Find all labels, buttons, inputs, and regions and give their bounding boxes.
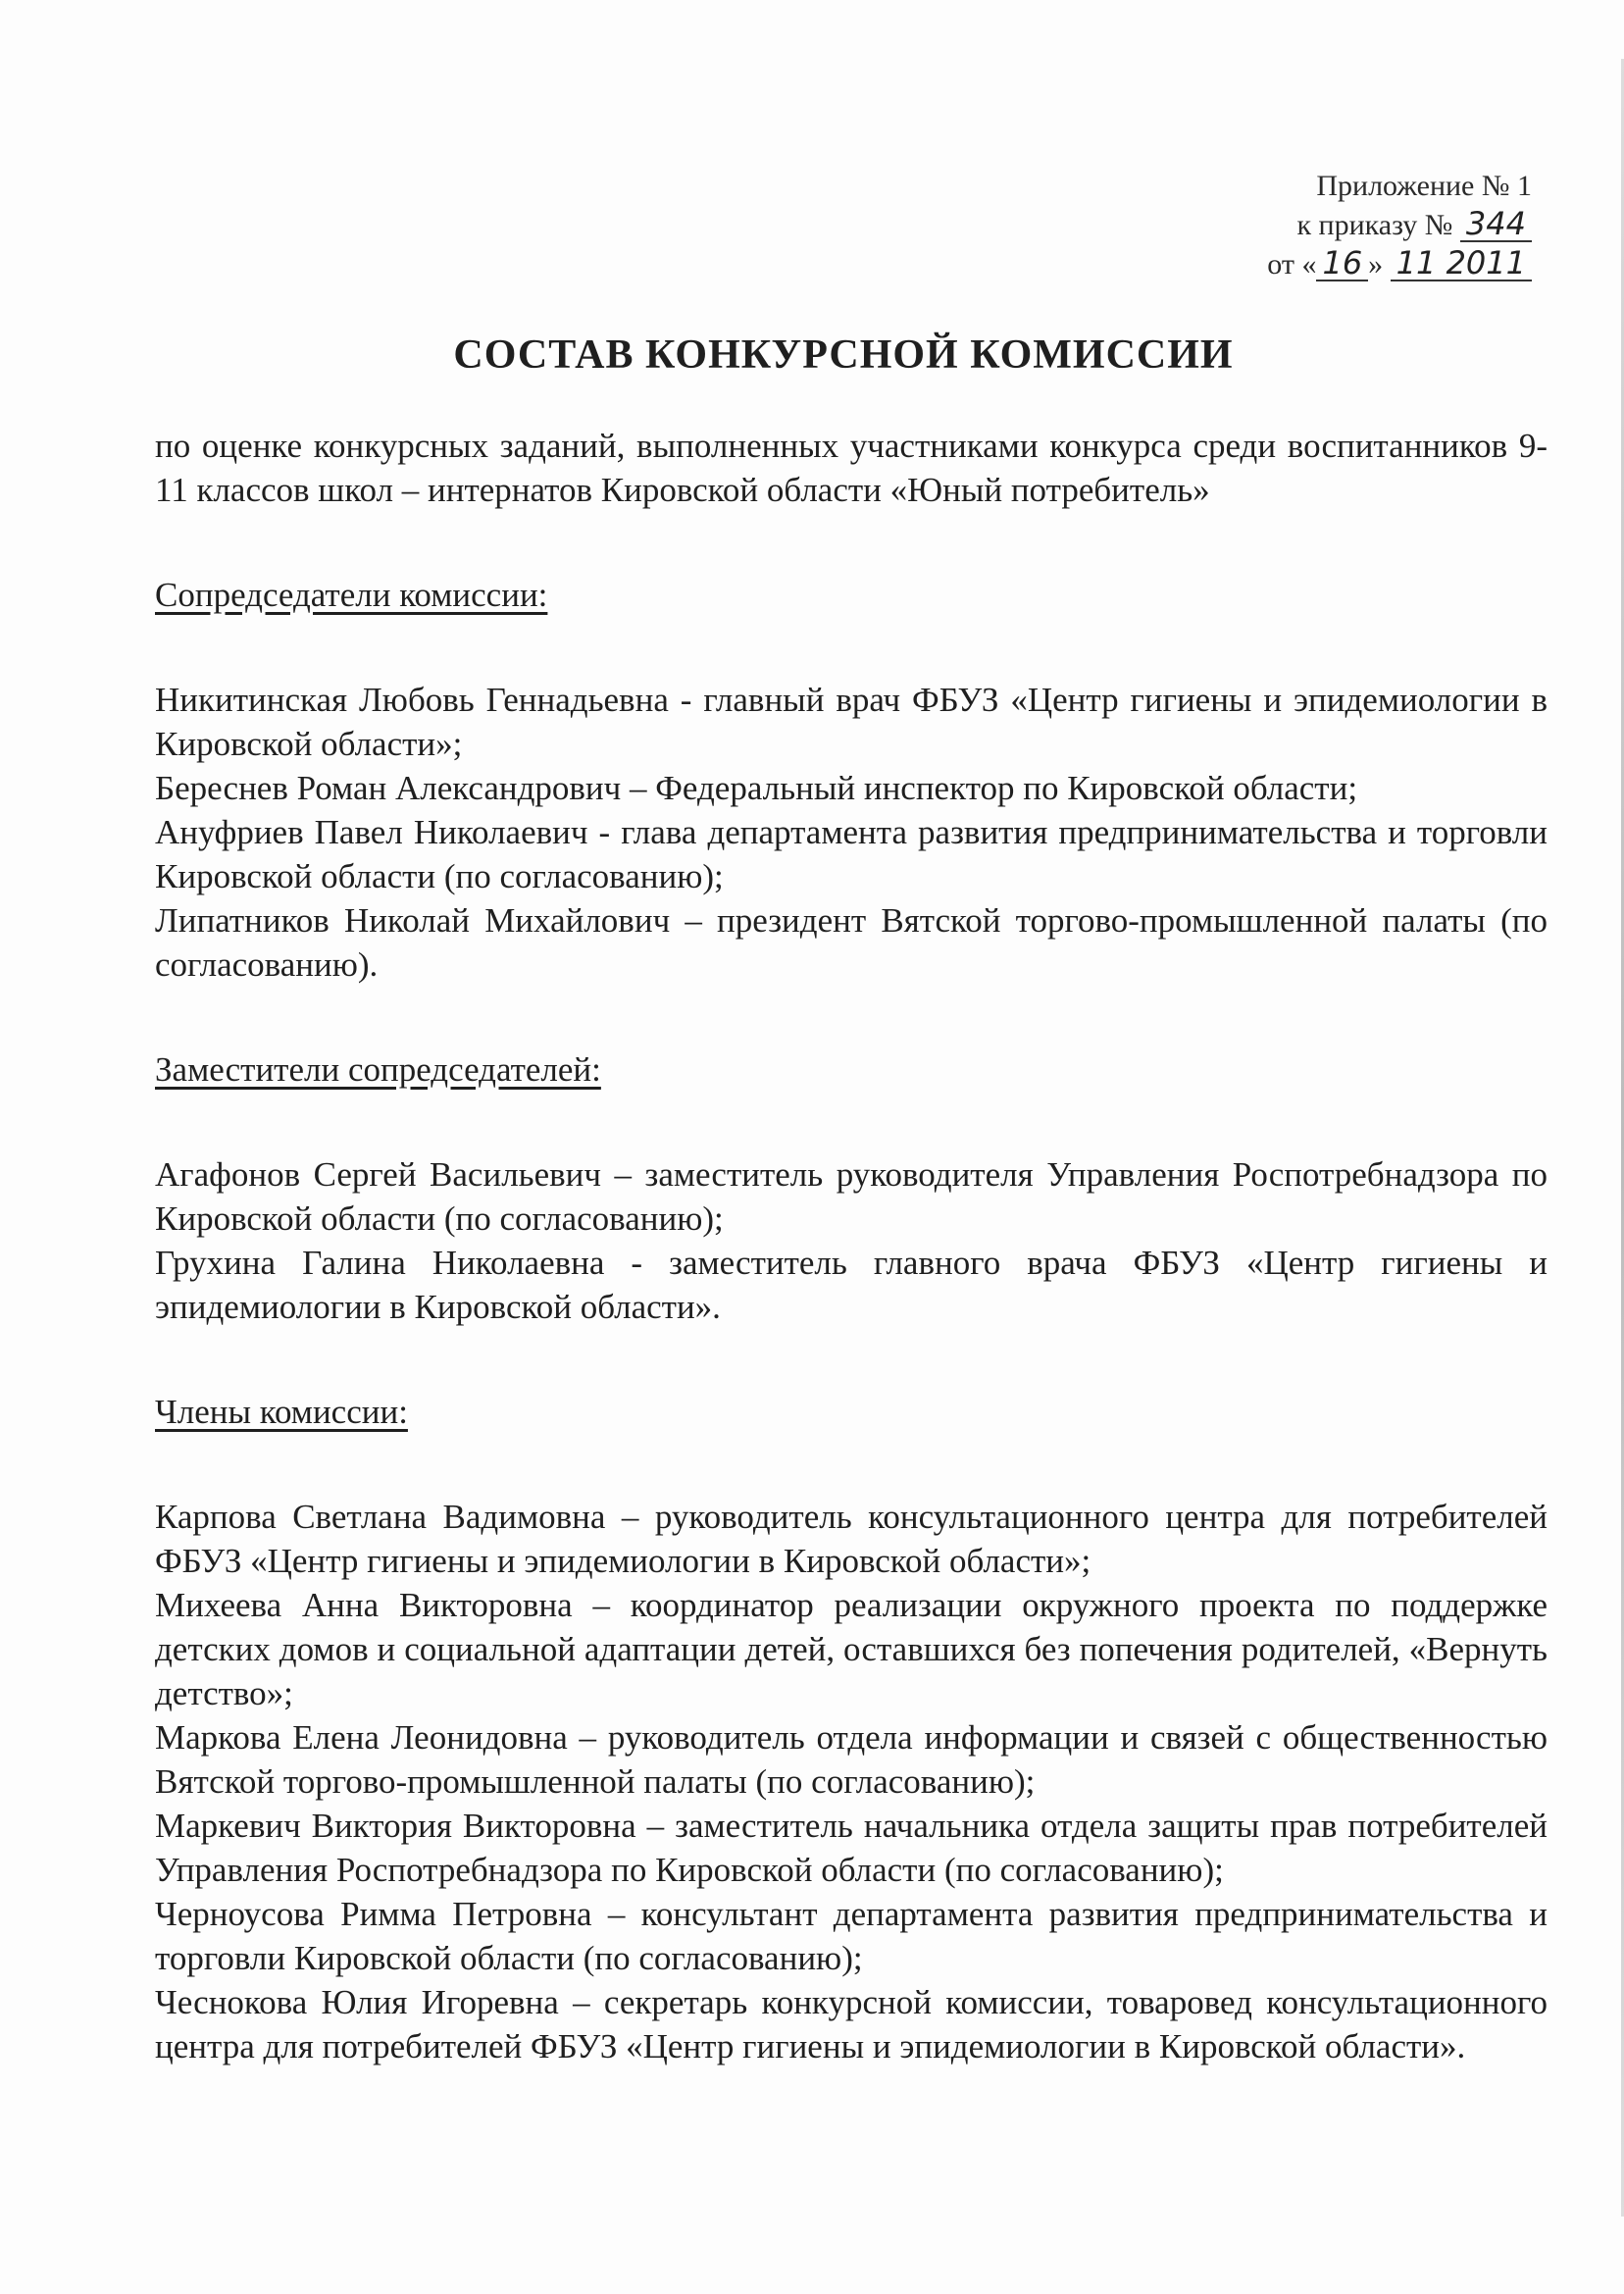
member-entry: Маркова Елена Леонидовна – руководитель отдела информации и связей с общественностью Вятской торгово-промышленной палаты (по согласованию); [155,1718,1548,1801]
section-heading: Члены комиссии: [155,1393,408,1431]
annex-date-line [1208,245,1532,284]
member-entry: Грухина Галина Николаевна - заместитель главного врача ФБУЗ «Центр гигиены и эпидемиологии в Кировской области». [155,1244,1548,1326]
document-body [155,424,1548,2068]
annex-order-line [1208,206,1532,245]
annex-title: Приложение № 1 [1316,170,1532,202]
member-entry: Агафонов Сергей Васильевич – заместитель руководителя Управления Роспотребнадзора по Кировской области (по согласованию); [155,1155,1548,1238]
intro-paragraph: по оценке конкурсных заданий, выполненных участниками конкурса среди воспитанников 9-11 классов школ – интернатов Кировской области «Юный потребитель» [155,427,1548,509]
order-number-handwritten: 344 [1460,207,1532,242]
annex-block [1208,167,1532,284]
member-entry: Карпова Светлана Вадимовна – руководитель консультационного центра для потребителей ФБУЗ «Центр гигиены и эпидемиологии в Кировской области»; [155,1498,1548,1580]
member-entry: Черноусова Римма Петровна – консультант департамента развития предпринимательства и торговли Кировской области (по согласованию); [155,1895,1548,1977]
member-entry: Береснев Роман Александрович – Федеральный инспектор по Кировской области; [155,769,1358,807]
section-heading: Сопредседатели комиссии: [155,576,548,614]
date-day-handwritten: 16 [1316,246,1368,281]
section-members [155,1390,1548,2068]
date-month-year-handwritten: 11 2011 [1391,246,1532,281]
member-entry: Чеснокова Юлия Игоревна – секретарь конкурсной комиссии, товаровед консультационного центра для потребителей ФБУЗ «Центр гигиены и эпидемиологии в Кировской области». [155,1983,1548,2065]
member-entry: Липатников Николай Михайлович – президент Вятской торгово-промышленной палаты (по согласованию). [155,901,1548,984]
section-heading: Заместители сопредседателей: [155,1050,601,1089]
section-co-chairs [155,573,1548,987]
annex-date-mid: » [1368,248,1384,280]
member-entry: Маркевич Виктория Викторовна – заместитель начальника отдела защиты прав потребителей Управления Роспотребнадзора по Кировской области (по согласованию); [155,1807,1548,1889]
annex-date-prefix: от « [1267,248,1317,280]
document-title: СОСТАВ КОНКУРСНОЙ КОМИССИИ [453,332,1234,378]
annex-order-prefix: к приказу № [1296,209,1453,241]
section-deputies [155,1047,1548,1329]
member-entry: Никитинская Любовь Геннадьевна - главный врач ФБУЗ «Центр гигиены и эпидемиологии в Кировской области»; [155,681,1548,763]
member-entry: Михеева Анна Викторовна – координатор реализации окружного проекта по поддержке детских домов и социальной адаптации детей, оставшихся без попечения родителей, «Вернуть детство»; [155,1586,1548,1712]
member-entry: Ануфриев Павел Николаевич - глава департамента развития предпринимательства и торговли Кировской области (по согласованию); [155,813,1548,895]
